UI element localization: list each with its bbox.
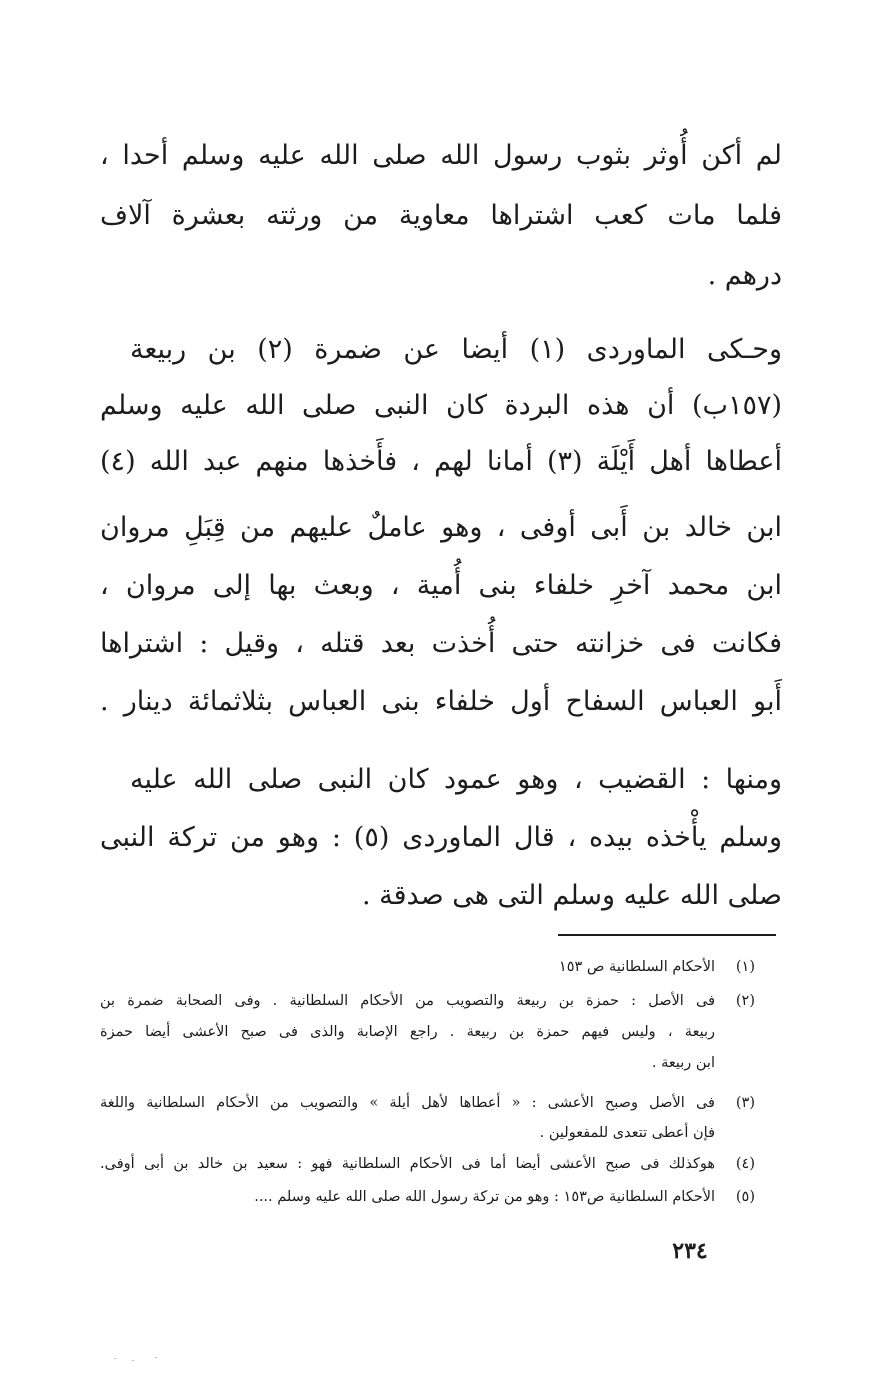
- text-line: درهم .: [707, 260, 782, 291]
- text-line: ابن محمد آخرِ خلفاء بنى أُمية ، وبعث بها إلى مروان ،: [100, 570, 782, 601]
- text-line: لم أكن أُوثر بثوب رسول الله صلى الله عليه وسلم أحدا ،: [100, 140, 782, 171]
- footnote-number: (١): [735, 959, 755, 975]
- footnote-number: (٤): [735, 1156, 755, 1172]
- footnote-text: الأحكام السلطانية ص١٥٣ : وهو من تركة رسول الله صلى الله عليه وسلم ....: [254, 1189, 715, 1205]
- scan-specks: [110, 1355, 170, 1365]
- footnote-number: (٥): [735, 1189, 755, 1205]
- footnote-text: الأحكام السلطانية ص ١٥٣: [558, 959, 715, 975]
- footnote-1: [100, 956, 755, 978]
- text-line: أعطاها أهل أَيْلَة (٣) أمانا لهم ، فأَخذها منهم عبد الله (٤): [100, 446, 782, 477]
- footnote-text: ربيعة ، وليس فيهم حمزة بن ربيعة . راجع الإصابة والذى فى صبح الأعشى أيضا حمزة: [100, 1024, 715, 1040]
- footnote-text: فإن أعطى تتعدى للمفعولين .: [539, 1125, 715, 1141]
- text-line: فكانت فى خزانته حتى أُخذت بعد قتله ، وقيل : اشتراها: [100, 628, 782, 659]
- footnote-3: [100, 1092, 755, 1114]
- footnote-number: (٣): [735, 1095, 755, 1111]
- page-number: ٢٣٤: [672, 1238, 708, 1264]
- footnote-text: هوكذلك فى صبح الأعشى أيضا أما فى الأحكام السلطانية فهو : سعيد بن خالد بن أبى أوفى.: [100, 1156, 715, 1172]
- footnote-5: [100, 1186, 755, 1208]
- text-line: فلما مات كعب اشتراها معاوية من ورثته بعشرة آلاف: [100, 200, 782, 231]
- footnote-text: فى الأصل : حمزة بن ربيعة والتصويب من الأحكام السلطانية . وفى الصحابة ضمرة بن: [100, 993, 715, 1009]
- footnote-text: ابن ربيعة .: [651, 1055, 715, 1071]
- text-line: وسلم يأْخذه بيده ، قال الماوردى (٥) : وهو من تركة النبى: [100, 822, 782, 853]
- text-line: صلى الله عليه وسلم التى هى صدقة .: [361, 880, 782, 911]
- text-line: أَبو العباس السفاح أول خلفاء بنى العباس بثلاثمائة دينار .: [100, 686, 782, 717]
- text-line: ومنها : القضيب ، وهو عمود كان النبى صلى الله عليه: [130, 764, 782, 795]
- text-line: وحـكى الماوردى (١) أيضا عن ضمرة (٢) بن ربيعة: [130, 334, 783, 365]
- text-line: ابن خالد بن أَبى أوفى ، وهو عاملٌ عليهم من قِبَلِ مروان: [100, 512, 782, 543]
- footnote-4: [100, 1153, 755, 1175]
- text-line: (١٥٧ب) أن هذه البردة كان النبى صلى الله عليه وسلم: [100, 390, 782, 421]
- footnote-2: [100, 990, 755, 1012]
- footnote-number: (٢): [735, 993, 755, 1009]
- footnote-divider: [558, 934, 776, 936]
- footnote-text: فى الأصل وصبح الأعشى : « أعطاها لأهل أيلة » والتصويب من الأحكام السلطانية واللغة: [100, 1095, 715, 1111]
